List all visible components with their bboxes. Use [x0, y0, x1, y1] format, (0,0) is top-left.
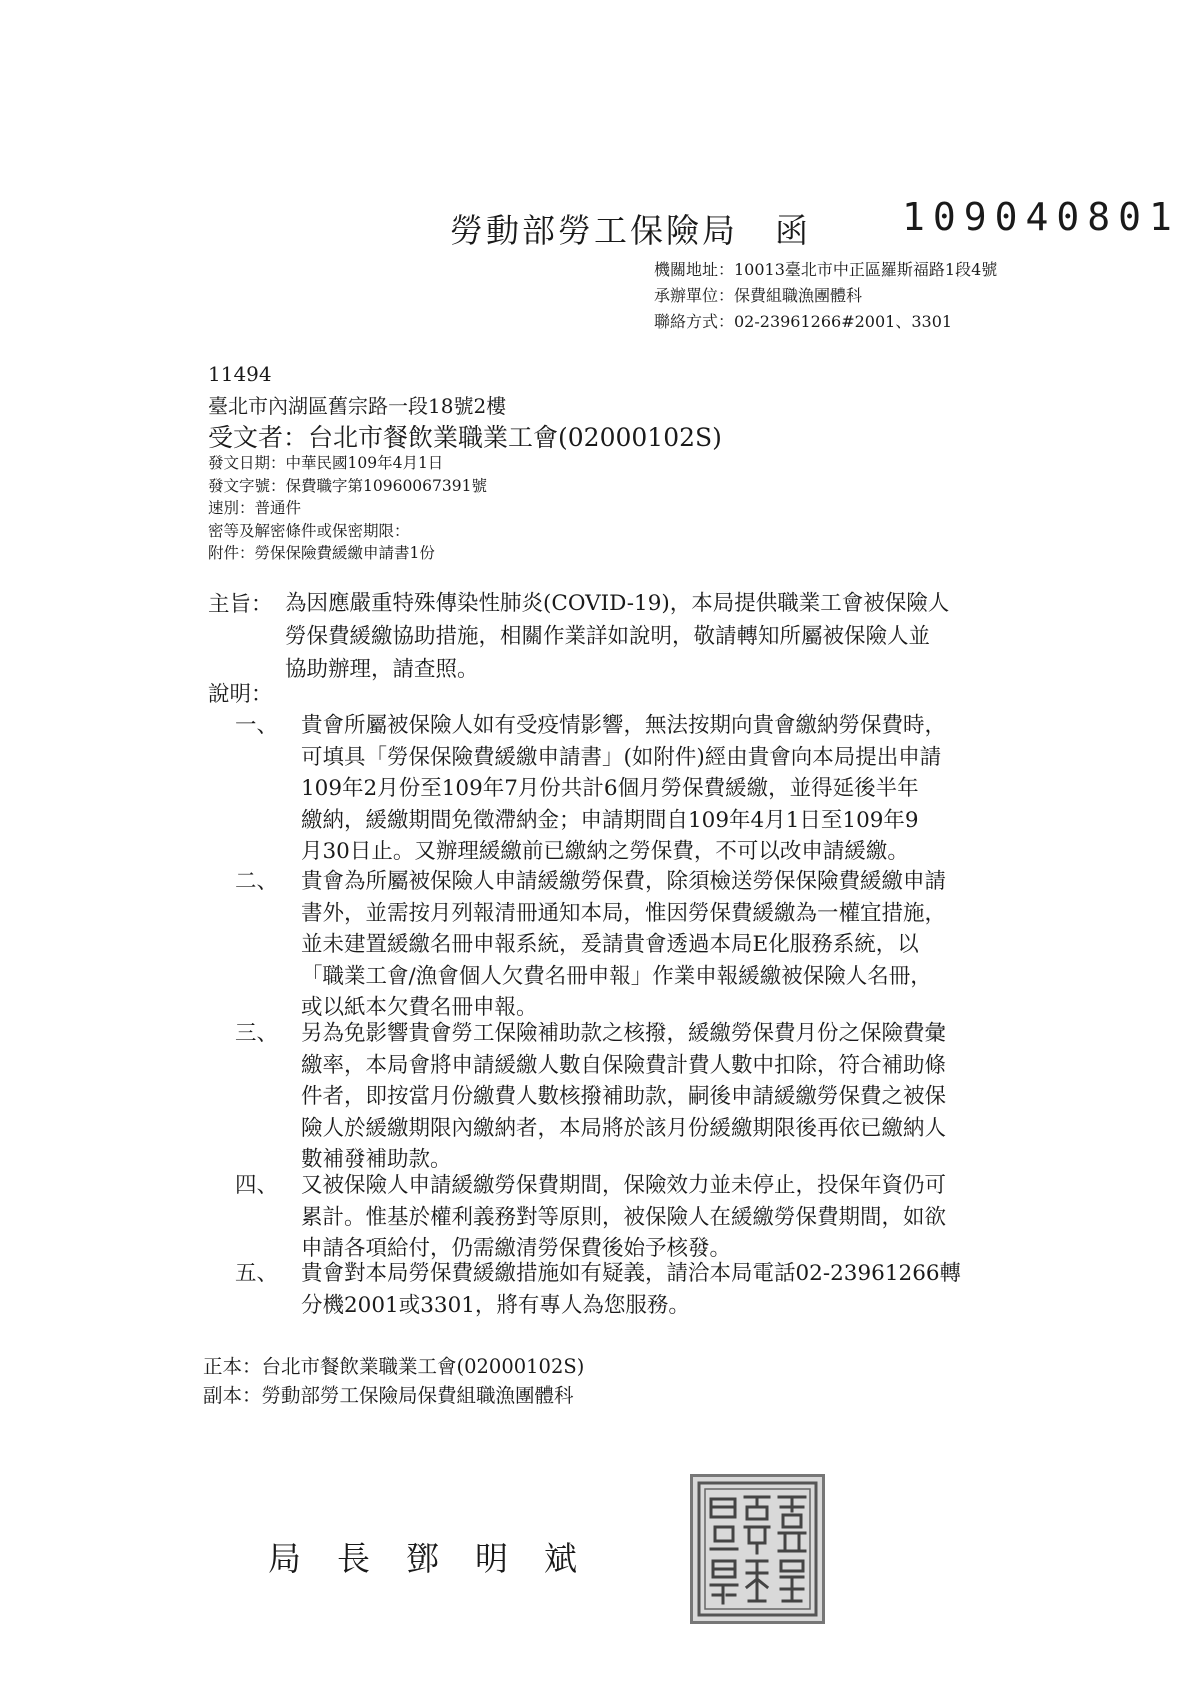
agency-address: 機關地址：10013臺北市中正區羅斯福路1段4號 [654, 260, 998, 279]
document-type: 函 [775, 211, 808, 250]
item-line: 繳納，緩繳期間免徵滯納金；申請期間自109年4月1日至109年9 [301, 807, 919, 833]
item-line: 書外，並需按月列報清冊通知本局，惟因勞保費緩繳為一權宜措施， [301, 900, 947, 926]
item-line: 「職業工會/漁會個人欠費名冊申報」作業申報緩繳被保險人名冊， [301, 963, 932, 989]
item-number: 四、 [235, 1173, 279, 1198]
item-line: 申請各項給付，仍需繳清勞保費後始予核發。 [301, 1236, 732, 1261]
recipient-address: 臺北市內湖區舊宗路一段18號2樓 [208, 394, 507, 418]
subject-line: 協助辦理，請查照。 [285, 657, 479, 682]
contact-phone: 聯絡方式：02-23961266#2001、3301 [654, 312, 953, 331]
confidentiality-level: 密等及解密條件或保密期限： [208, 521, 410, 540]
stamped-document-number: 109040801 [902, 195, 1180, 239]
item-line: 109年2月份至109年7月份共計6個月勞保費緩繳，並得延後半年 [301, 776, 919, 801]
item-line: 險人於緩繳期限內繳納者，本局將於該月份緩繳期限後再依已繳納人 [301, 1115, 947, 1141]
distribution-list [203, 1352, 584, 1410]
item-line: 貴會所屬被保險人如有受疫情影響，無法按期向貴會繳納勞保費時， [301, 713, 947, 738]
recipient-zip-code: 11494 [208, 362, 272, 386]
copy-recipient: 副本：勞動部勞工保險局保費組職漁團體科 [203, 1384, 574, 1407]
subject-label: 主旨： [208, 592, 273, 617]
issue-reference-number: 發文字號：保費職字第10960067391號 [208, 476, 487, 495]
attachment-list: 附件：勞保保險費緩繳申請書1份 [208, 544, 435, 563]
item-number: 五、 [235, 1261, 279, 1286]
item-line: 件者，即按當月份繳費人數核撥補助款，嗣後申請緩繳勞保費之被保 [301, 1084, 947, 1109]
document-meta [208, 452, 487, 565]
item-line: 可填具「勞保保險費緩繳申請書」(如附件)經由貴會向本局提出申請 [301, 744, 942, 770]
director-signature: 局長鄧明斌 [268, 1539, 613, 1578]
item-number: 二、 [235, 869, 279, 894]
handling-unit: 承辦單位：保費組職漁團體科 [654, 286, 863, 305]
agency-contact-block [654, 257, 997, 335]
item-line: 並未建置緩繳名冊申報系統，爰請貴會透過本局E化服務系統，以 [301, 932, 919, 957]
item-line: 又被保險人申請緩繳勞保費期間，保險效力並未停止，投保年資仍可 [301, 1173, 947, 1198]
agency-title: 勞動部勞工保險局 [450, 211, 738, 250]
original-recipient: 正本：台北市餐飲業職業工會(02000102S) [203, 1355, 585, 1378]
delivery-speed: 速別：普通件 [208, 499, 302, 518]
item-line: 繳率，本局會將申請緩繳人數自保險費計費人數中扣除，符合補助條 [301, 1052, 947, 1078]
official-seal-icon [690, 1474, 825, 1624]
recipient-name: 受文者：台北市餐飲業職業工會(02000102S) [208, 423, 722, 452]
item-number: 一、 [235, 713, 279, 738]
subject-line: 勞保費緩繳協助措施，相關作業詳如說明，敬請轉知所屬被保險人並 [285, 624, 931, 649]
item-line: 數補發補助款。 [301, 1147, 452, 1172]
item-line: 月30日止。又辦理緩繳前已繳納之勞保費，不可以改申請緩繳。 [301, 839, 909, 864]
item-line: 或以紙本欠費名冊申報。 [301, 995, 538, 1020]
item-line: 累計。惟基於權利義務對等原則，被保險人在緩繳勞保費期間，如欲 [301, 1204, 947, 1230]
item-line: 另為免影響貴會勞工保險補助款之核撥，緩繳勞保費月份之保險費彙 [301, 1021, 947, 1046]
issue-date: 發文日期：中華民國109年4月1日 [208, 454, 444, 472]
item-line: 貴會為所屬被保險人申請緩繳勞保費，除須檢送勞保保險費緩繳申請 [301, 869, 947, 894]
explanation-label: 說明： [208, 682, 273, 707]
item-line: 分機2001或3301，將有專人為您服務。 [301, 1292, 690, 1318]
item-number: 三、 [235, 1021, 279, 1046]
subject-line: 為因應嚴重特殊傳染性肺炎(COVID-19)，本局提供職業工會被保險人 [285, 591, 950, 616]
subject-text [285, 587, 1075, 686]
item-line: 貴會對本局勞保費緩繳措施如有疑義，請洽本局電話02-23961266轉 [301, 1261, 962, 1286]
